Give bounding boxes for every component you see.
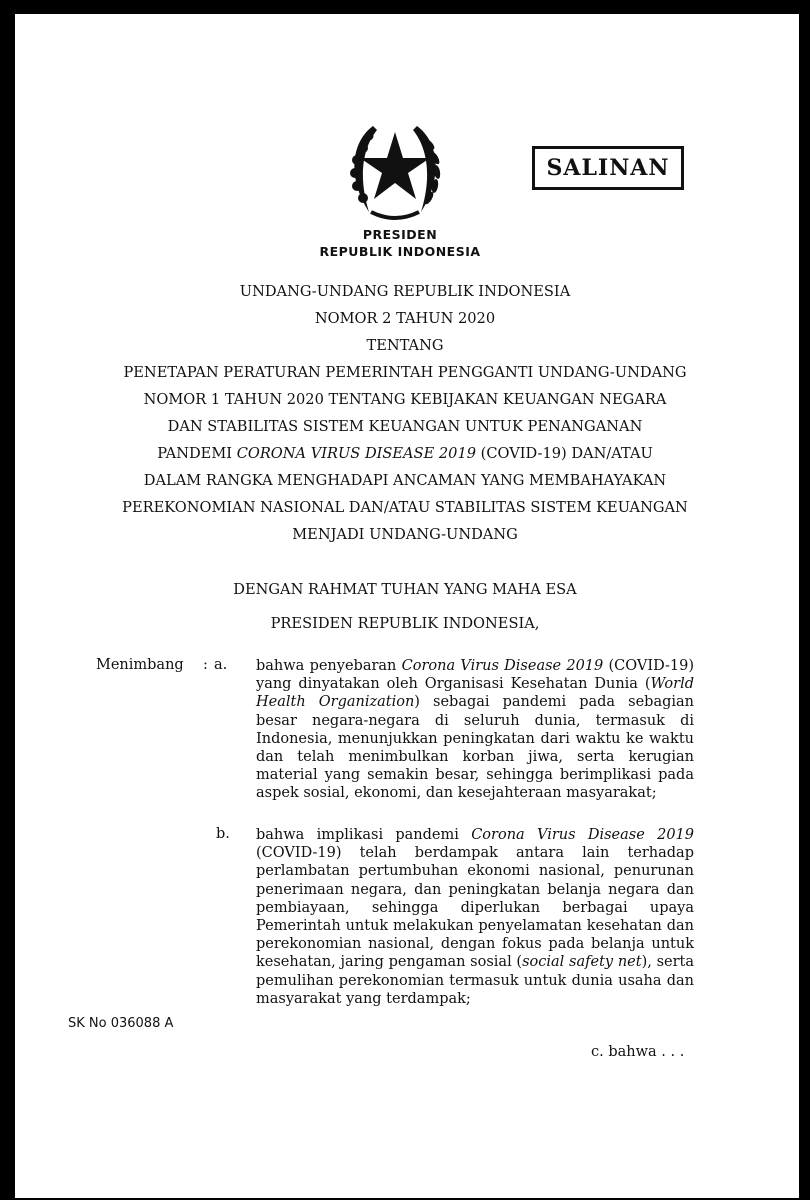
law-title: UNDANG-UNDANG REPUBLIK INDONESIA [239, 283, 571, 300]
preamble-president: PRESIDEN REPUBLIK INDONESIA, [270, 615, 540, 632]
considering-item-a [256, 657, 694, 803]
subject-line: DAN STABILITAS SISTEM KEUANGAN UNTUK PENANGANAN [167, 418, 643, 435]
para-text: ), serta pemulihan perekonomian termasuk untuk dunia usaha dan masyarakat yang terdampak; [256, 954, 694, 1007]
subject-italic: CORONA VIRUS DISEASE 2019 [236, 445, 477, 462]
law-about: TENTANG [366, 337, 444, 354]
para-text: ) sebagai pandemi pada sebagian besar negara-negara di seluruh dunia, termasuk di Indonesia, menunjukkan peningkatan dari waktu ke waktu dan telah menimbulkan korban jiwa, serta kerugian material yang semakin besar, sehingga berimplikasi pada aspek sosial, ekonomi, dan kesejahteraan masyarakat; [256, 694, 694, 802]
considering-colon: : [203, 657, 208, 673]
para-italic: World Health Organization [256, 676, 694, 711]
para-italic: social safety net [522, 954, 642, 971]
para-text: bahwa implikasi pandemi [256, 827, 472, 843]
subject-text: (COVID-19) DAN/ATAU [476, 445, 653, 462]
preamble-grace: DENGAN RAHMAT TUHAN YANG MAHA ESA [233, 581, 577, 598]
garuda-star-wreath-icon [333, 108, 457, 232]
subject-line: MENJADI UNDANG-UNDANG [292, 526, 518, 543]
considering-label: Menimbang [96, 657, 184, 673]
para-italic: Corona Virus Disease 2019 [471, 827, 694, 843]
para-text: (COVID-19) yang dinyatakan oleh Organisasi Kesehatan Dunia ( [256, 658, 694, 693]
header-president: PRESIDEN [362, 227, 438, 242]
item-marker: a. [214, 657, 228, 673]
sk-number: SK No 036088 A [68, 1016, 174, 1031]
item-marker: b. [216, 826, 230, 842]
considering-item-b [256, 826, 694, 1008]
document-page [15, 14, 799, 1198]
header-republic: REPUBLIK INDONESIA [319, 244, 481, 259]
subject-line: PEREKONOMIAN NASIONAL DAN/ATAU STABILITAS SISTEM KEUANGAN [122, 499, 688, 516]
para-italic: Corona Virus Disease 2019 [401, 658, 604, 674]
subject-line: DALAM RANGKA MENGHADAPI ANCAMAN YANG MEMBAHAYAKAN [143, 472, 667, 489]
subject-line [75, 440, 735, 467]
subject-line: PENETAPAN PERATURAN PEMERINTAH PENGGANTI UNDANG-UNDANG [123, 364, 687, 381]
para-text: bahwa penyebaran [256, 658, 402, 674]
subject-line: NOMOR 1 TAHUN 2020 TENTANG KEBIJAKAN KEUANGAN NEGARA [143, 391, 667, 408]
subject-text: PANDEMI [157, 445, 237, 462]
para-text: (COVID-19) telah berdampak antara lain terhadap perlambatan pertumbuhan ekonomi nasional, penurunan penerimaan negara, dan peningkatan belanja negara dan pembiayaan, sehingga diperlukan berbagai upaya Pemerintah untuk melakukan penyelamatan kesehatan dan perekonomian nasional, dengan fokus pada belanja untuk kesehatan, jaring pengaman sosial ( [256, 845, 694, 971]
law-number: NOMOR 2 TAHUN 2020 [314, 310, 496, 327]
salinan-stamp: SALINAN [532, 146, 684, 190]
continuation-marker: c. bahwa . . . [591, 1044, 685, 1060]
